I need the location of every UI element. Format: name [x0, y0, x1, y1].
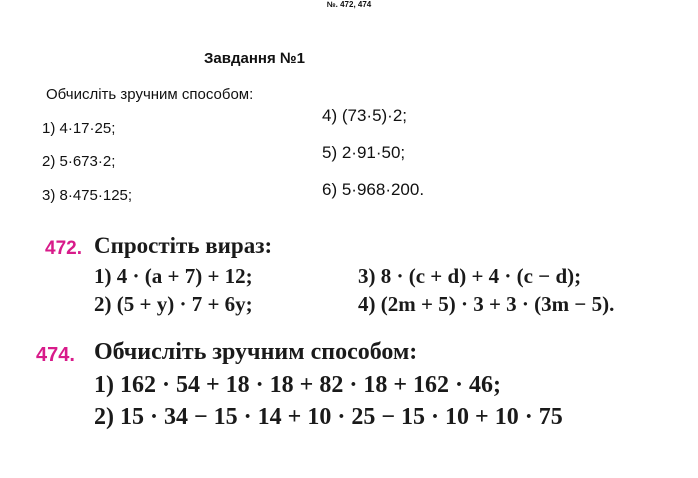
task-item-6: 6) 5·968·200. [322, 180, 425, 199]
task-instruction: Обчисліть зручним способом: [46, 86, 254, 103]
exercise-474-number: 474. [36, 344, 75, 366]
page-title: №. 472, 474 [326, 0, 372, 9]
exercise-472-heading: Спростіть вираз: [94, 233, 273, 258]
task-title: Завдання №1 [204, 50, 305, 67]
exercise-472-item-2: 2) (5 + y) · 7 + 6y; [94, 292, 253, 316]
task-item-1: 1) 4·17·25; [42, 120, 116, 137]
task-item-3: 3) 8·475·125; [42, 187, 133, 204]
exercise-472-number: 472. [45, 238, 82, 259]
task-item-2: 2) 5·673·2; [42, 153, 116, 170]
task-item-5: 5) 2·91·50; [322, 143, 406, 162]
exercise-474-heading: Обчисліть зручним способом: [94, 339, 418, 365]
exercise-472-item-3: 3) 8 · (c + d) + 4 · (c − d); [358, 264, 582, 288]
task-item-4: 4) (73·5)·2; [322, 106, 408, 125]
exercise-474-item-2: 2) 15 · 34 − 15 · 14 + 10 · 25 − 15 · 10 + 10 · 75 [94, 404, 563, 430]
exercise-474-item-1: 1) 162 · 54 + 18 · 18 + 82 · 18 + 162 · 46; [94, 372, 502, 398]
exercise-472-item-4: 4) (2m + 5) · 3 + 3 · (3m − 5). [358, 292, 615, 316]
exercise-472-item-1: 1) 4 · (a + 7) + 12; [94, 264, 253, 288]
